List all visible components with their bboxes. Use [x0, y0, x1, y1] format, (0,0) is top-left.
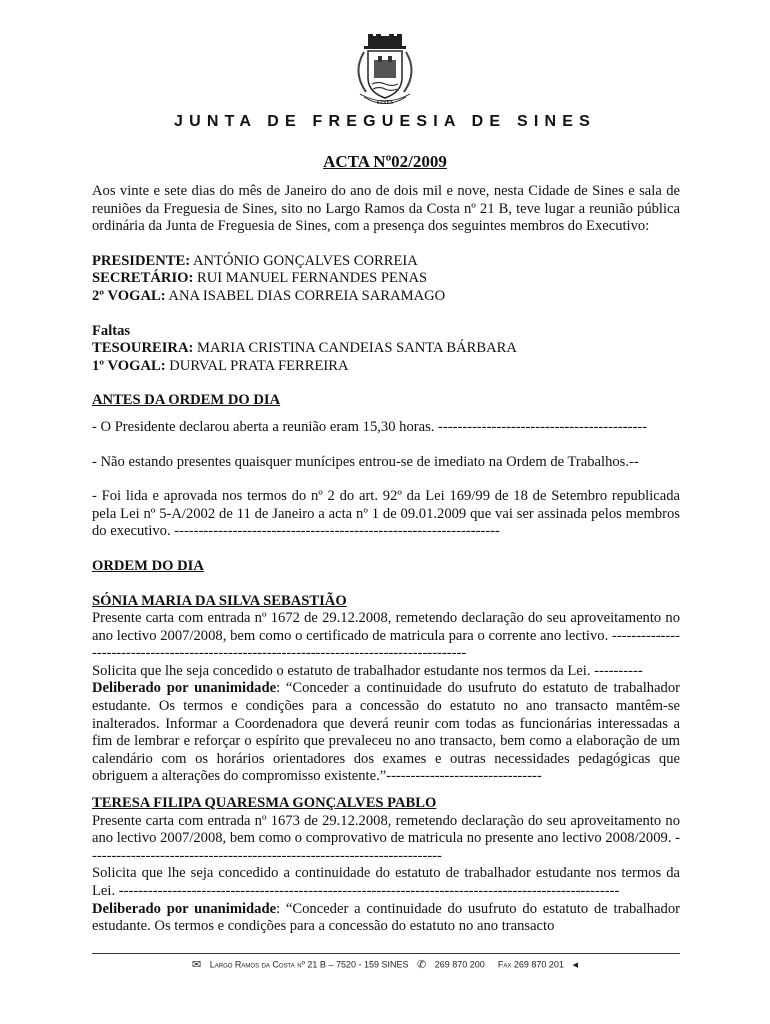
- absences-label: Faltas: [92, 322, 131, 339]
- envelope-icon: ✉: [192, 959, 202, 971]
- footer-fax-label: Fax: [497, 959, 512, 970]
- agenda-item-2-name: TERESA FILIPA QUARESMA GONÇALVES PABLO: [92, 795, 437, 812]
- agenda-item-1-decision: Deliberado por unanimidade: “Conceder a continuidade do usufruto do estatuto de trabalhador estudante. Os termos e condições para a concessão do estatuto no ano transacto mantêm-se inalterados. Informar a Coordenadora que deverá reunir com todas as funcionárias interessadas a fim de lembrar e reforçar o espírito que prevaleceu no ano transacto, bem como a elaboração de um calendário com os horários orientadores dos exames e outras necessidades pedagógicas que obriguem a alterações do compromisso existente.”--------------------------------: [92, 680, 680, 785]
- organization-name: JUNTA DE FREGUESIA DE SINES: [174, 113, 596, 130]
- member-president: PRESIDENTE: ANTÓNIO GONÇALVES CORREIA: [92, 252, 418, 269]
- agenda-item-1-letter: Presente carta com entrada nº 1672 de 29.12.2008, remetendo declaração do seu aproveitamento no ano lectivo 2007/2008, bem como o certificado de matricula para o corrente ano lectivo. -------------------------------------------------------------------------------------------: [92, 610, 680, 662]
- document-body: [92, 183, 680, 936]
- fax-icon: ◂: [572, 959, 578, 971]
- before-agenda-paragraph-2: - Não estando presentes quaisquer munícipes entrou-se de imediato na Ordem de Trabalhos.--: [92, 453, 639, 470]
- agenda-item-2-request: Solicita que lhe seja concedido a continuidade do estatuto de trabalhador estudante nos termos da Lei. -------------------------------------------------------------------------------------------------------: [92, 865, 680, 899]
- agenda-item-1-request: Solicita que lhe seja concedido o estatuto de trabalhador estudante nos termos da Lei. ----------: [92, 662, 643, 679]
- footer-fax: 269 870 201: [513, 959, 564, 970]
- crest-ribbon-text: SINES: [376, 100, 394, 106]
- footer-address: Largo Ramos da Costa nº 21 B – 7520 - 159 SINES: [209, 959, 409, 970]
- footer-phone: 269 870 200: [434, 959, 485, 970]
- member-secretary: SECRETÁRIO: RUI MANUEL FERNANDES PENAS: [92, 270, 428, 287]
- footer: [0, 958, 770, 971]
- before-agenda-heading: ANTES DA ORDEM DO DIA: [92, 392, 281, 409]
- absent-treasurer: TESOUREIRA: MARIA CRISTINA CANDEIAS SANTA BÁRBARA: [92, 340, 517, 357]
- intro-paragraph: Aos vinte e sete dias do mês de Janeiro do ano de dois mil e nove, nesta Cidade de Sines e sala de reuniões da Freguesia de Sines, sito no Largo Ramos da Costa nº 21 B, teve lugar a reunião pública ordinária da Junta de Freguesia de Sines, com a presença dos seguintes membros do Executivo:: [92, 183, 680, 235]
- before-agenda-paragraph-3: - Foi lida e aprovada nos termos do nº 2 do art. 92º da Lei 169/99 de 18 de Setembro republicada pela Lei nº 5-A/2002 de 11 de Janeiro a acta nº 1 de 09.01.2009 que vai ser assinada pelos membros do executivo. -------------------------------------------------------------------: [92, 488, 680, 540]
- agenda-item-2-letter: Presente carta com entrada nº 1673 de 29.12.2008, remetendo declaração do seu aproveitamento no ano lectivo 2007/2008, bem como o comprovativo de matricula no presente ano lectivo 2008/2009. -------------------------------------------------------------------------: [92, 812, 680, 864]
- agenda-item-2-decision: Deliberado por unanimidade: “Conceder a continuidade do usufruto do estatuto de trabalhador estudante. Os termos e condições para a concessão do estatuto no ano transacto: [92, 900, 680, 935]
- footer-divider: [92, 953, 680, 954]
- coat-of-arms-logo: [342, 34, 428, 108]
- document-title: ACTA Nº02/2009: [323, 152, 447, 171]
- absent-vogal-1: 1º VOGAL: DURVAL PRATA FERREIRA: [92, 357, 349, 374]
- before-agenda-paragraph-1: - O Presidente declarou aberta a reunião eram 15,30 horas. -------------------------------------------: [92, 418, 648, 435]
- phone-icon: ✆: [417, 959, 427, 971]
- agenda-item-1-name: SÓNIA MARIA DA SILVA SEBASTIÃO: [92, 592, 347, 609]
- agenda-heading: ORDEM DO DIA: [92, 557, 204, 574]
- member-vogal-2: 2º VOGAL: ANA ISABEL DIAS CORREIA SARAMAGO: [92, 287, 446, 304]
